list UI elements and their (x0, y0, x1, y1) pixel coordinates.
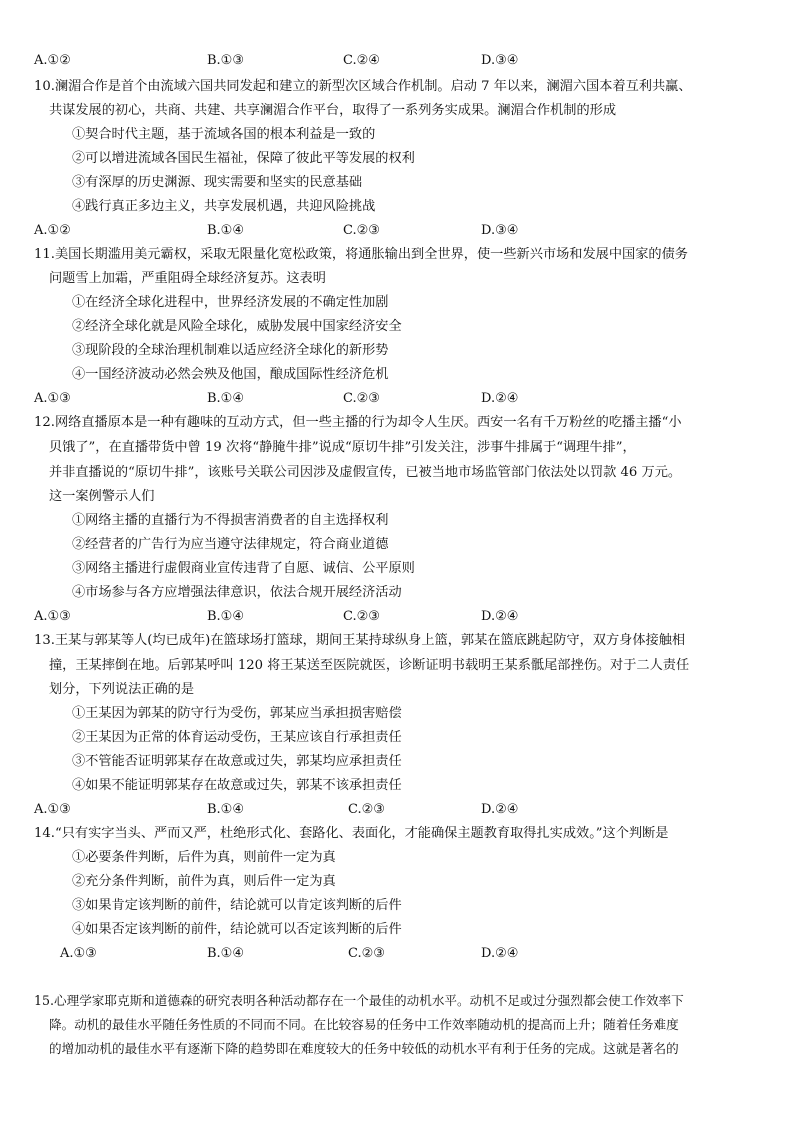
question-stem-line: 这一案例警示人们 (49, 489, 155, 504)
option-d[interactable]: D.②④ (481, 802, 519, 817)
statement-item: ③现阶段的全球治理机制难以适应经济全球化的新形势 (72, 343, 389, 358)
statement-item: ①契合时代主题，基于流域各国的根本利益是一致的 (72, 127, 376, 142)
statement-item: ①网络主播的直播行为不得损害消费者的自主选择权利 (72, 513, 389, 528)
option-b[interactable]: B.①④ (207, 223, 244, 238)
statement-item: ④市场参与各方应增强法律意识，依法合规开展经济活动 (72, 585, 402, 600)
option-a[interactable]: A.①③ (34, 609, 71, 624)
question-stem-line: 的增加动机的最佳水平有逐渐下降的趋势即在难度较大的任务中较低的动机水平有利于任务的完成。这就是著名的 (49, 1041, 679, 1056)
statement-item: ③不管能否证明郭某存在故意或过失，郭某均应承担责任 (72, 754, 402, 769)
option-d[interactable]: D.③④ (481, 223, 519, 238)
option-a[interactable]: A.①③ (60, 946, 97, 961)
option-a[interactable]: A.①③ (34, 802, 71, 817)
statement-item: ④一国经济波动必然会殃及他国，酿成国际性经济危机 (72, 367, 389, 382)
option-c[interactable]: C.②③ (348, 946, 385, 961)
question-stem-line: 问题雪上加霜，严重阻碍全球经济复苏。这表明 (49, 271, 326, 286)
option-b[interactable]: B.①④ (207, 391, 244, 406)
statement-item: ③如果肯定该判断的前件，结论就可以肯定该判断的后件 (72, 898, 402, 913)
option-b[interactable]: B.①③ (207, 53, 244, 68)
option-c[interactable]: C.②③ (348, 802, 385, 817)
option-d[interactable]: D.②④ (481, 391, 519, 406)
option-c[interactable]: C.②③ (343, 223, 380, 238)
statement-item: ④践行真正多边主义，共享发展机遇，共迎风险挑战 (72, 199, 376, 214)
option-c[interactable]: C.②③ (343, 609, 380, 624)
option-c[interactable]: C.②③ (343, 391, 380, 406)
question-stem-line: 撞，王某摔倒在地。后郭某呼叫 120 将王某送至医院就医，诊断证明书载明王某系骶尾部挫伤。对于二人责任 (49, 658, 690, 673)
question-stem-line: 15.心理学家耶克斯和道德森的研究表明各种活动都存在一个最佳的动机水平。动机不足或过分强烈都会使工作效率下 (34, 993, 684, 1008)
option-b[interactable]: B.①④ (207, 802, 244, 817)
question-stem-line: 划分，下列说法正确的是 (49, 682, 195, 697)
question-stem-line: 共谋发展的初心，共商、共建、共享澜湄合作平台，取得了一系列务实成果。澜湄合作机制的形成 (49, 103, 617, 118)
statement-item: ①在经济全球化进程中，世界经济发展的不确定性加剧 (72, 295, 389, 310)
option-d[interactable]: D.②④ (481, 609, 519, 624)
option-a[interactable]: A.①② (34, 53, 71, 68)
question-stem-line: 10.澜湄合作是首个由流域六国共同发起和建立的新型次区域合作机制。启动 7 年以来，澜湄六国本着互利共赢、 (34, 79, 692, 94)
statement-item: ②可以增进流域各国民生福祉，保障了彼此平等发展的权利 (72, 151, 415, 166)
question-stem-line: 贝饿了”，在直播带货中曾 19 次将“静腌牛排”说成“原切牛排”引发关注，涉事牛排属于“调理牛排”， (49, 440, 636, 455)
question-stem-line: 13.王某与郭某等人(均已成年)在篮球场打篮球，期间王某持球纵身上篮，郭某在篮底跳起防守，双方身体接触相 (34, 633, 686, 648)
option-d[interactable]: D.③④ (481, 53, 519, 68)
statement-item: ②经营者的广告行为应当遵守法律规定，符合商业道德 (72, 537, 389, 552)
option-b[interactable]: B.①④ (207, 609, 244, 624)
question-stem-line: 降。动机的最佳水平随任务性质的不同而不同。在比较容易的任务中工作效率随动机的提高而上升；随着任务难度 (49, 1017, 679, 1032)
statement-item: ②王某因为正常的体育运动受伤，王某应该自行承担责任 (72, 730, 402, 745)
option-a[interactable]: A.①② (34, 223, 71, 238)
statement-item: ④如果不能证明郭某存在故意或过失，郭某不该承担责任 (72, 778, 402, 793)
option-c[interactable]: C.②④ (343, 53, 380, 68)
statement-item: ③网络主播进行虚假商业宣传违背了自愿、诚信、公平原则 (72, 561, 415, 576)
statement-item: ④如果否定该判断的前件，结论就可以否定该判断的后件 (72, 922, 402, 937)
question-stem-line: 11.美国长期滥用美元霸权，采取无限量化宽松政策，将通胀输出到全世界，使一些新兴市场和发展中国家的债务 (34, 247, 688, 262)
statement-item: ①必要条件判断，后件为真，则前件一定为真 (72, 850, 336, 865)
option-b[interactable]: B.①④ (207, 946, 244, 961)
option-a[interactable]: A.①③ (34, 391, 71, 406)
statement-item: ①王某因为郭某的防守行为受伤，郭某应当承担损害赔偿 (72, 706, 402, 721)
question-stem-line: 并非直播说的“原切牛排”，该账号关联公司因涉及虚假宣传，已被当地市场监管部门依法处以罚款 46 万元。 (49, 465, 682, 480)
question-stem-line: 14.“只有实字当头、严而又严，杜绝形式化、套路化、表面化，才能确保主题教育取得扎实成效。”这个判断是 (34, 826, 669, 841)
question-stem-line: 12.网络直播原本是一种有趣味的互动方式，但一些主播的行为却令人生厌。西安一名有千万粉丝的吃播主播“小 (34, 415, 682, 430)
statement-item: ③有深厚的历史渊源、现实需要和坚实的民意基础 (72, 175, 363, 190)
statement-item: ②经济全球化就是风险全球化，威胁发展中国家经济安全 (72, 319, 402, 334)
statement-item: ②充分条件判断，前件为真，则后件一定为真 (72, 874, 336, 889)
option-d[interactable]: D.②④ (481, 946, 519, 961)
